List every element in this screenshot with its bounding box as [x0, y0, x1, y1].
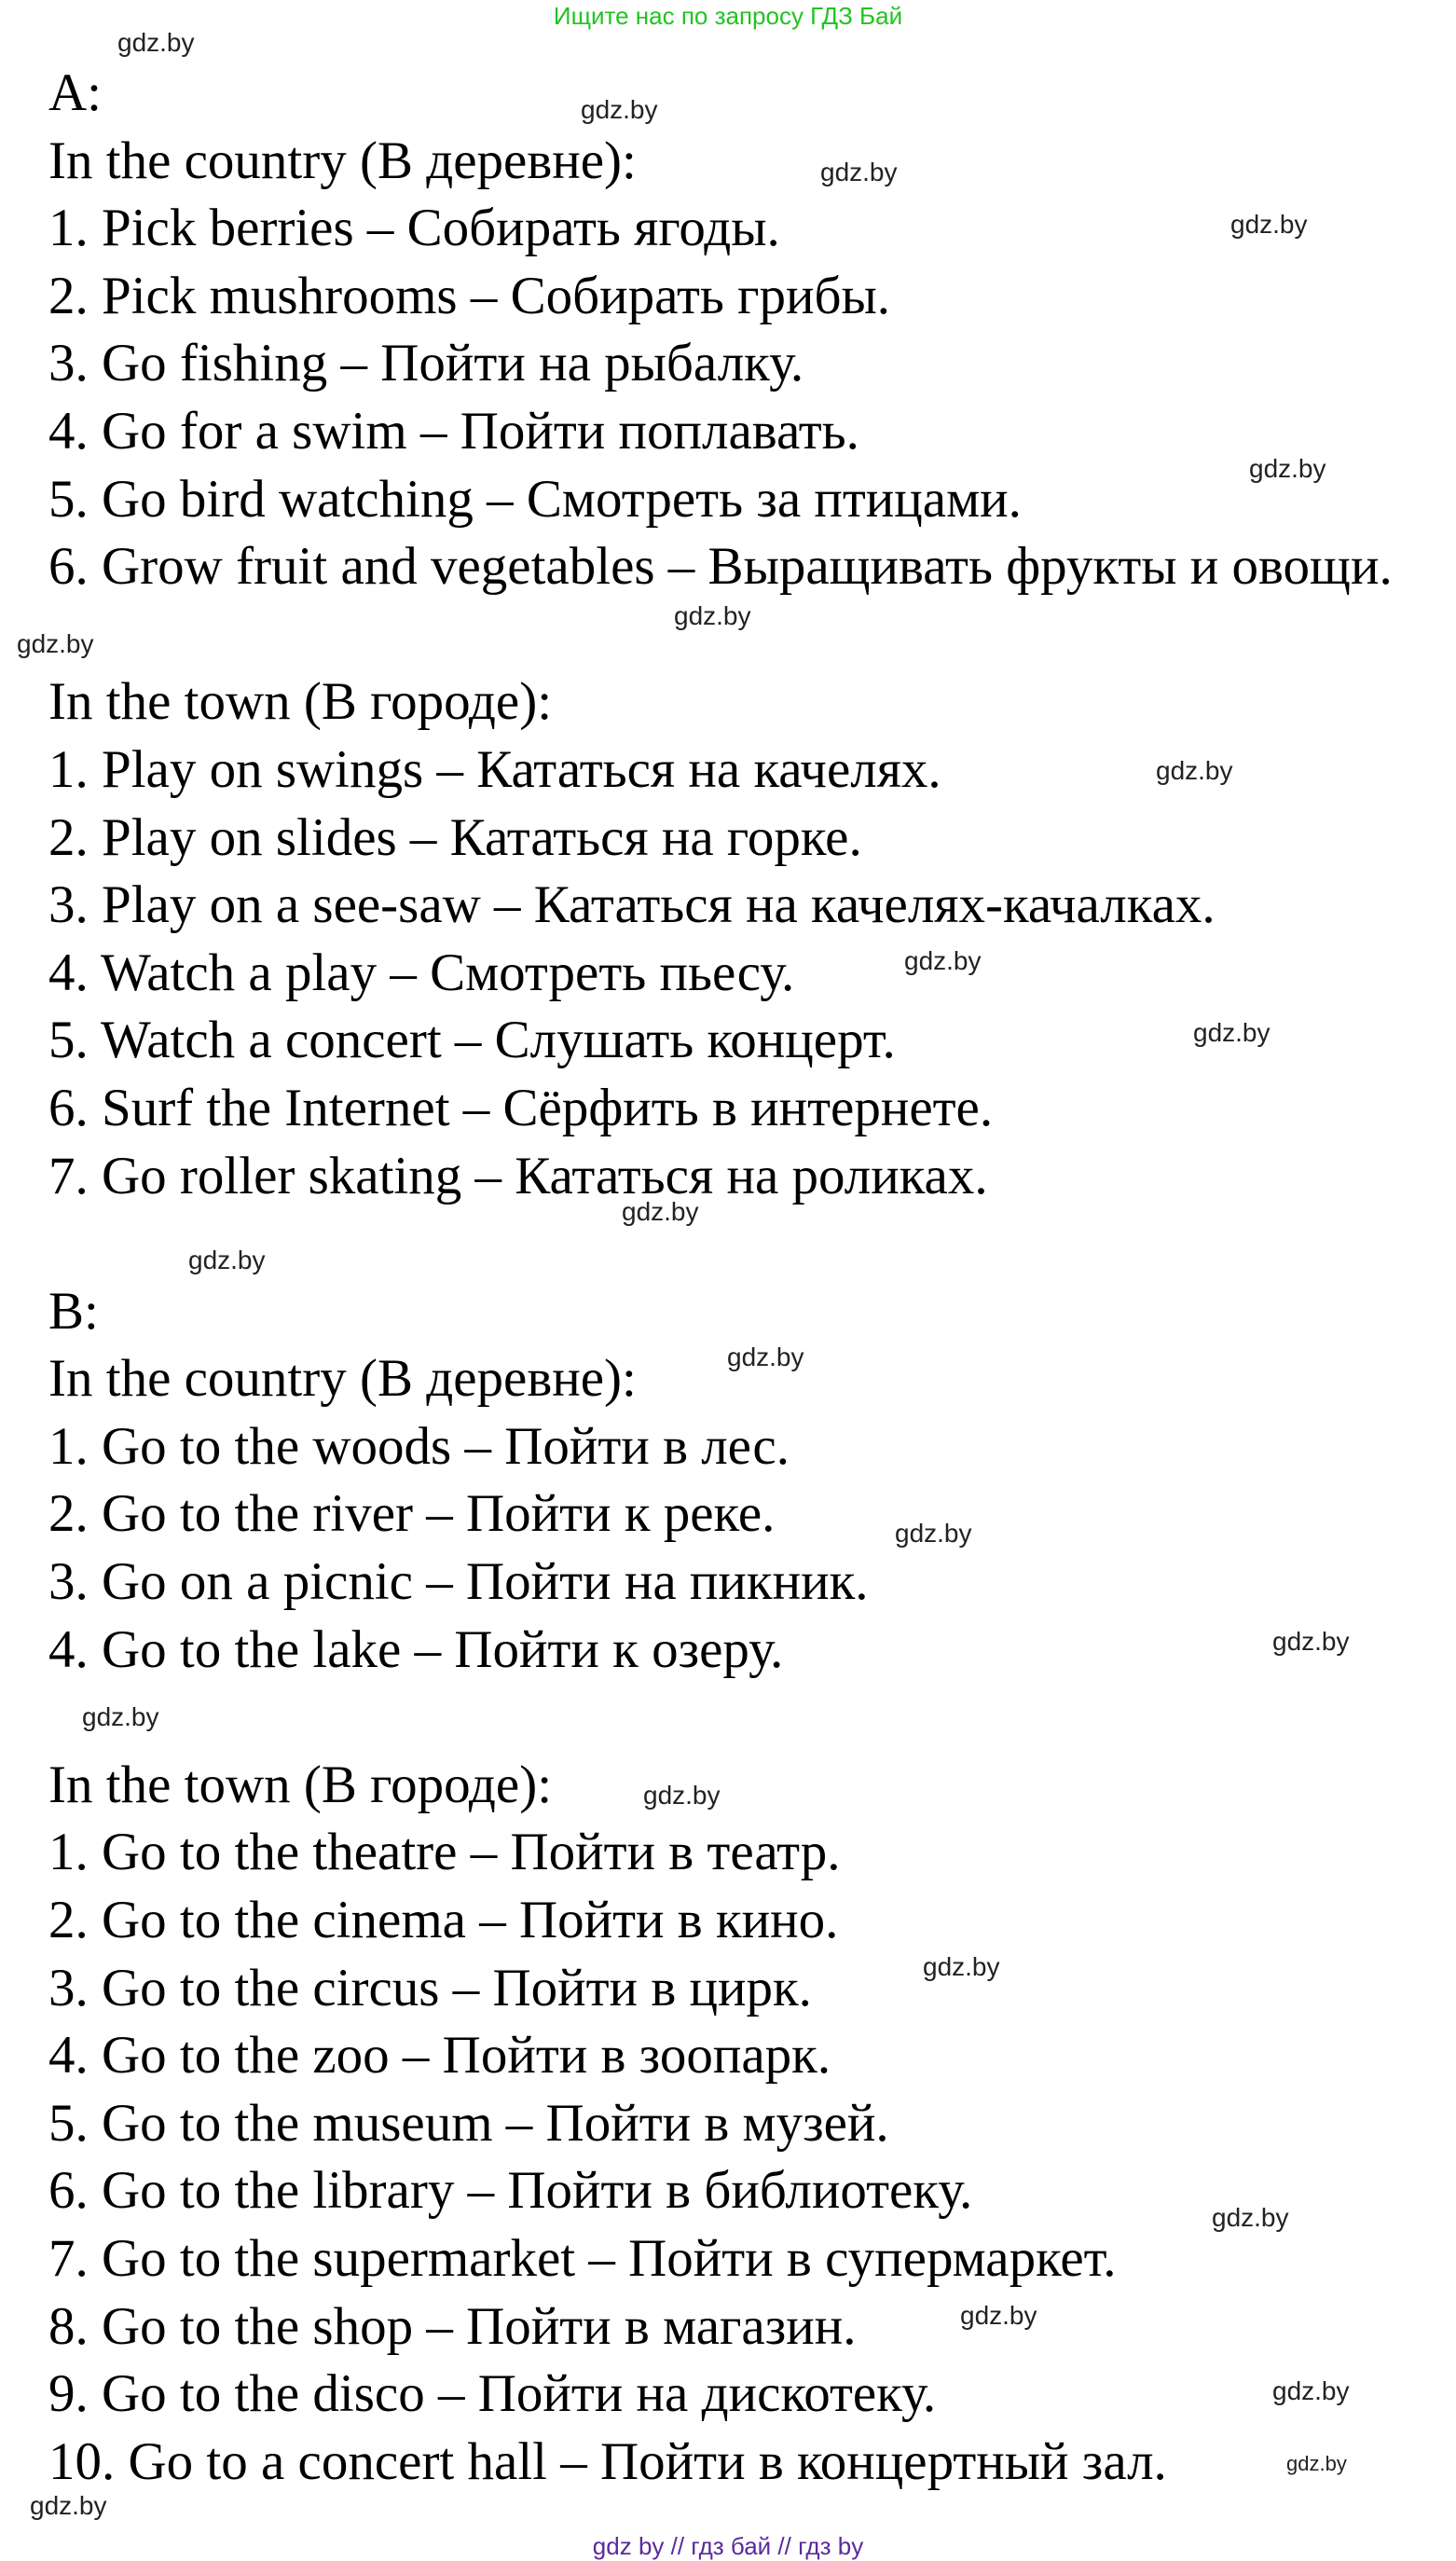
watermark: gdz.by	[581, 95, 658, 124]
watermark: gdz.by	[960, 2301, 1037, 2330]
watermark: gdz.by	[17, 629, 94, 658]
list-item: 5. Go to the museum – Пойти в музей.	[48, 2093, 889, 2153]
list-item: 2. Pick mushrooms – Собирать грибы.	[48, 266, 891, 325]
watermark: gdz.by	[622, 1197, 699, 1226]
list-item: 1. Play on swings – Кататься на качелях.	[48, 739, 941, 799]
watermark: gdz.by	[820, 158, 898, 186]
watermark: gdz.by	[904, 946, 982, 975]
watermark: gdz.by	[674, 601, 751, 630]
section-b-town-heading: In the town (В городе):	[48, 1755, 553, 1814]
watermark: gdz.by	[895, 1519, 972, 1548]
watermark: gdz.by	[923, 1952, 1000, 1981]
watermark: gdz.by	[1212, 2203, 1289, 2232]
list-item: 7. Go to the supermarket – Пойти в супермаркет.	[48, 2229, 1117, 2288]
list-item: 1. Go to the woods – Пойти в лес.	[48, 1416, 790, 1476]
watermark: gdz.by	[1230, 210, 1308, 239]
watermark: gdz.by	[82, 1702, 159, 1731]
watermark: gdz.by	[1193, 1018, 1271, 1047]
watermark: gdz.by	[643, 1781, 721, 1810]
list-item: 6. Grow fruit and vegetables – Выращивать фрукты и овощи.	[48, 537, 1393, 597]
list-item: 6. Surf the Internet – Сёрфить в интернете.	[48, 1078, 994, 1137]
list-item: 2. Go to the river – Пойти к реке.	[48, 1484, 776, 1544]
list-item: 4. Go to the lake – Пойти к озеру.	[48, 1619, 784, 1679]
list-item: 9. Go to the disco – Пойти на дискотеку.	[48, 2364, 937, 2424]
list-item: 7. Go roller skating – Кататься на роликах.	[48, 1146, 988, 1205]
search-hint-banner: Ищите нас по запросу ГДЗ Бай	[553, 2, 903, 30]
list-item: 4. Watch a play – Смотреть пьесу.	[48, 943, 795, 1002]
list-item: 10. Go to a concert hall – Пойти в концертный зал.	[48, 2431, 1167, 2491]
watermark: gdz.by	[30, 2491, 107, 2520]
list-item: 8. Go to the shop – Пойти в магазин.	[48, 2296, 857, 2356]
watermark: gdz.by	[1272, 1627, 1350, 1656]
list-item: 1. Go to the theatre – Пойти в театр.	[48, 1823, 841, 1882]
watermark: gdz.by	[117, 28, 195, 57]
section-a-label: A:	[48, 63, 102, 122]
watermark: gdz.by	[188, 1246, 266, 1274]
list-item: 5. Go bird watching – Смотреть за птицами.	[48, 469, 1022, 529]
list-item: 3. Go on a picnic – Пойти на пикник.	[48, 1552, 869, 1612]
section-a-town-heading: In the town (В городе):	[48, 672, 553, 732]
list-item: 2. Go to the cinema – Пойти в кино.	[48, 1891, 839, 1950]
watermark: gdz.by	[1272, 2376, 1350, 2405]
list-item: 2. Play on slides – Кататься на горке.	[48, 807, 862, 867]
section-b-label: B:	[48, 1281, 99, 1341]
list-item: 5. Watch a concert – Слушать концерт.	[48, 1011, 896, 1070]
section-a-country-heading: In the country (В деревне):	[48, 131, 637, 190]
section-b-country-heading: In the country (В деревне):	[48, 1349, 637, 1409]
watermark: gdz.by	[1286, 2452, 1347, 2475]
list-item: 3. Go fishing – Пойти на рыбалку.	[48, 334, 804, 393]
answer-content	[48, 60, 1393, 2496]
list-item: 1. Pick berries – Собирать ягоды.	[48, 199, 780, 258]
list-item: 4. Go to the zoo – Пойти в зоопарк.	[48, 2026, 831, 2086]
list-item: 3. Go to the circus – Пойти в цирк.	[48, 1958, 812, 2017]
watermark: gdz.by	[1249, 454, 1326, 483]
watermark: gdz.by	[1156, 756, 1233, 785]
spacer	[48, 1684, 1393, 1752]
watermark: gdz.by	[727, 1342, 804, 1371]
footer-links: gdz by // гдз бай // гдз by	[592, 2532, 864, 2560]
list-item: 4. Go for a swim – Пойти поплавать.	[48, 401, 859, 461]
list-item: 6. Go to the library – Пойти в библиотеку.	[48, 2161, 973, 2221]
list-item: 3. Play on a see-saw – Кататься на качелях-качалках.	[48, 875, 1216, 935]
